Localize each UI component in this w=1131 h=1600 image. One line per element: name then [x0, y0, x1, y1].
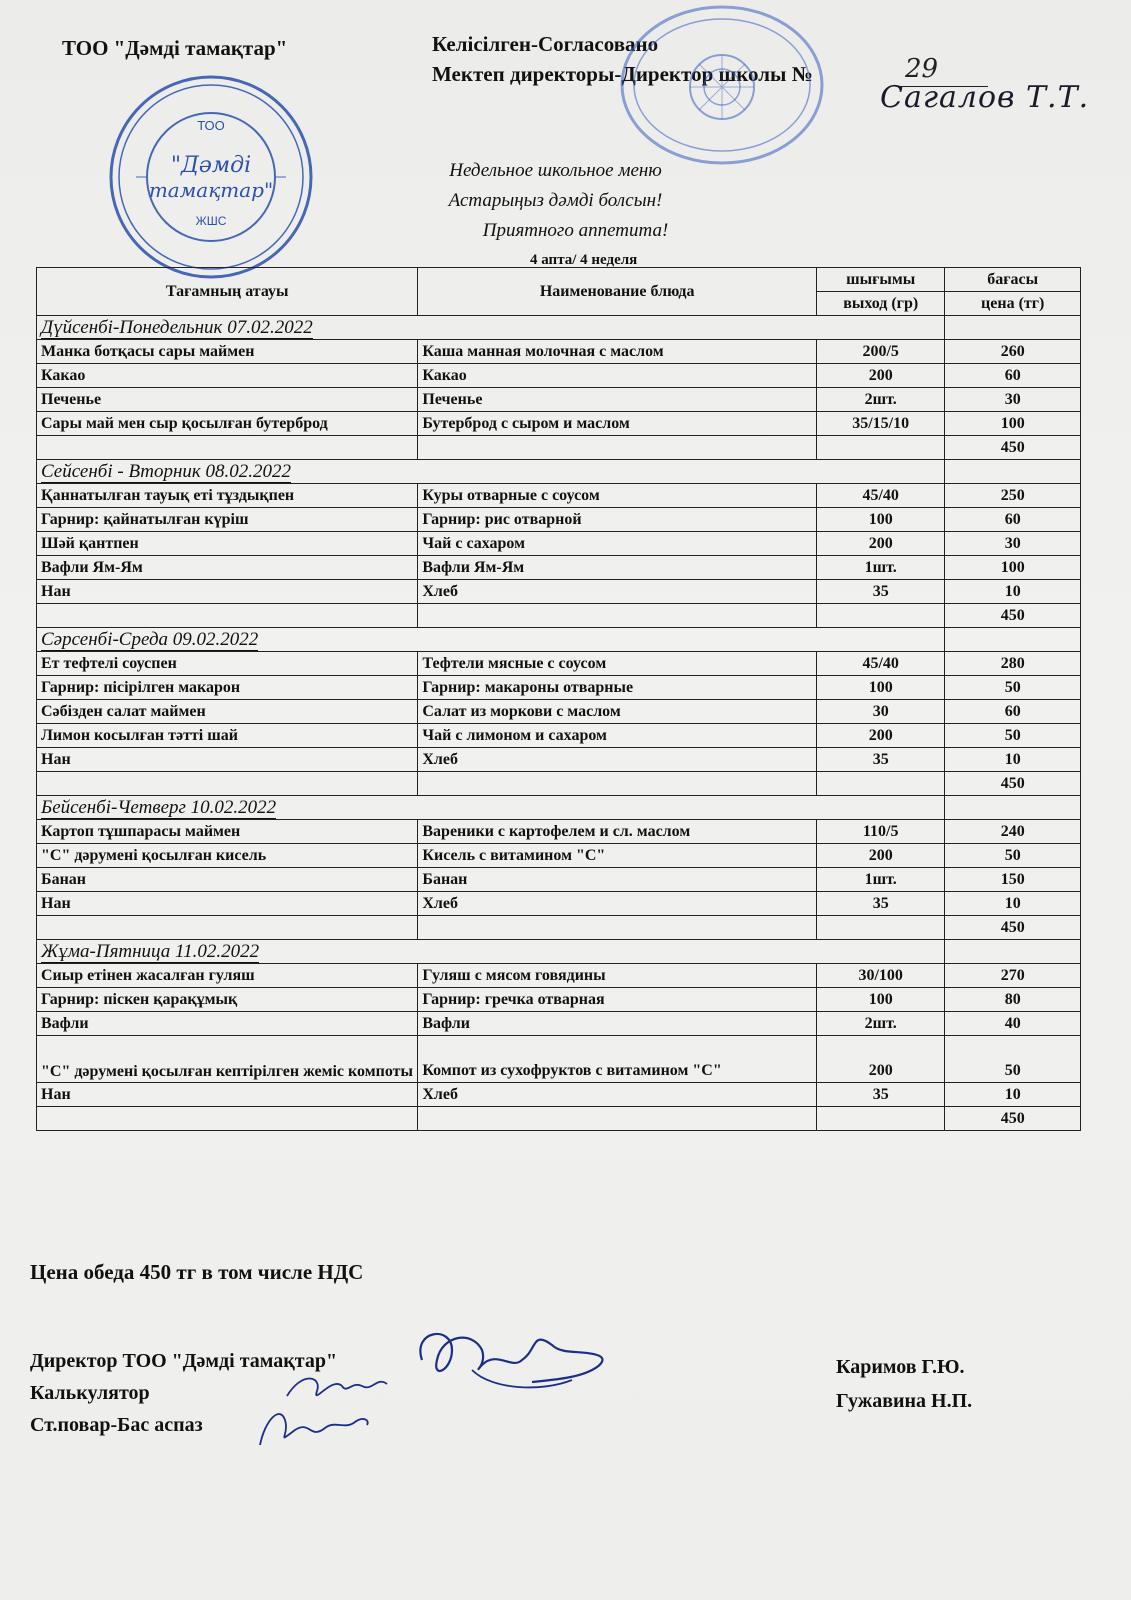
chef-signature-icon	[255, 1400, 375, 1455]
total-row	[37, 604, 1081, 628]
dish-kz: Гарнир: піскен қарақұмық	[37, 988, 418, 1012]
dish-ru: Вафли Ям-Ям	[418, 556, 817, 580]
dish-output: 35	[816, 580, 944, 604]
dish-kz: Гарнир: қайнатылған күріш	[37, 508, 418, 532]
svg-text:"Дәмді: "Дәмді	[170, 153, 252, 178]
total-row	[37, 436, 1081, 460]
dish-price: 80	[945, 988, 1081, 1012]
dish-kz: Печенье	[37, 388, 418, 412]
role-calculator: Калькулятор	[30, 1382, 150, 1404]
dish-price: 10	[945, 1083, 1081, 1107]
dish-ru: Хлеб	[418, 892, 817, 916]
dish-ru: Гуляш с мясом говядины	[418, 964, 817, 988]
dish-output: 30/100	[816, 964, 944, 988]
day-title: Сәрсенбі-Среда 09.02.2022	[41, 629, 259, 650]
dish-kz: Ет тефтелі соуспен	[37, 652, 418, 676]
week-label: 4 апта/ 4 неделя	[530, 252, 638, 268]
table-row	[37, 892, 1081, 916]
dish-output: 200	[816, 844, 944, 868]
price-note: Цена обеда 450 тг в том числе НДС	[30, 1260, 364, 1284]
dish-output: 45/40	[816, 652, 944, 676]
col-header-output-kz: шығымы	[816, 268, 944, 292]
dish-output: 100	[816, 988, 944, 1012]
school-stamp-icon	[615, 5, 830, 175]
dish-price: 10	[945, 892, 1081, 916]
day-title: Бейсенбі-Четверг 10.02.2022	[41, 797, 277, 818]
dish-ru: Хлеб	[418, 1083, 817, 1107]
table-row	[37, 484, 1081, 508]
dish-output: 35/15/10	[816, 412, 944, 436]
dish-ru: Чай с лимоном и сахаром	[418, 724, 817, 748]
table-row	[37, 508, 1081, 532]
day-header-row	[37, 796, 1081, 820]
col-header-price-ru: цена (тг)	[945, 292, 1081, 316]
dish-price: 60	[945, 508, 1081, 532]
table-row	[37, 988, 1081, 1012]
dish-output: 35	[816, 892, 944, 916]
day-header-row	[37, 940, 1081, 964]
dish-output: 100	[816, 508, 944, 532]
menu-greeting-kz: Астарыңыз дәмді болсын!	[448, 190, 663, 211]
dish-ru: Хлеб	[418, 748, 817, 772]
dish-price: 250	[945, 484, 1081, 508]
table-row	[37, 580, 1081, 604]
role-chef: Ст.повар-Бас аспаз	[30, 1414, 203, 1436]
dish-kz: Қаннатылған тауық еті тұздықпен	[37, 484, 418, 508]
menu-table	[36, 267, 1081, 1131]
col-header-output-ru: выход (гр)	[816, 292, 944, 316]
svg-text:ЖШС: ЖШС	[195, 214, 227, 228]
dish-ru: Куры отварные с соусом	[418, 484, 817, 508]
dish-ru: Тефтели мясные с соусом	[418, 652, 817, 676]
dish-price: 60	[945, 700, 1081, 724]
dish-kz: Какао	[37, 364, 418, 388]
dish-ru: Какао	[418, 364, 817, 388]
role-director: Директор ТОО "Дәмді тамақтар"	[30, 1350, 338, 1372]
dish-price: 50	[945, 676, 1081, 700]
dish-output: 100	[816, 676, 944, 700]
total-row	[37, 772, 1081, 796]
col-header-kz: Тағамның атауы	[37, 268, 418, 316]
dish-kz: Вафли	[37, 1012, 418, 1036]
dish-price: 60	[945, 364, 1081, 388]
table-row	[37, 532, 1081, 556]
dish-price: 30	[945, 388, 1081, 412]
total-row	[37, 1107, 1081, 1131]
director-signature-icon	[412, 1320, 622, 1410]
dish-price: 50	[945, 724, 1081, 748]
dish-output: 1шт.	[816, 868, 944, 892]
dish-output: 2шт.	[816, 1012, 944, 1036]
day-total: 450	[945, 436, 1081, 460]
dish-output: 1шт.	[816, 556, 944, 580]
dish-ru: Хлеб	[418, 580, 817, 604]
dish-output: 200	[816, 724, 944, 748]
dish-ru: Гарнир: макароны отварные	[418, 676, 817, 700]
company-name: ТОО "Дәмді тамақтар"	[62, 36, 288, 60]
dish-output: 200	[816, 1036, 944, 1083]
table-row	[37, 964, 1081, 988]
dish-kz: Манка ботқасы сары маймен	[37, 340, 418, 364]
dish-ru: Салат из моркови с маслом	[418, 700, 817, 724]
dish-price: 260	[945, 340, 1081, 364]
dish-ru: Вафли	[418, 1012, 817, 1036]
approval-heading: Келісілген-Согласовано	[432, 32, 659, 56]
dish-output: 30	[816, 700, 944, 724]
dish-kz: Банан	[37, 868, 418, 892]
school-number: 29	[905, 54, 939, 84]
name-director: Каримов Г.Ю.	[836, 1356, 965, 1378]
dish-ru: Кисель с витамином "С"	[418, 844, 817, 868]
dish-ru: Печенье	[418, 388, 817, 412]
col-header-price-kz: бағасы	[945, 268, 1081, 292]
day-title: Дүйсенбі-Понедельник 07.02.2022	[41, 317, 313, 338]
dish-price: 100	[945, 412, 1081, 436]
name-chef: Гужавина Н.П.	[836, 1390, 973, 1412]
dish-output: 35	[816, 748, 944, 772]
total-row	[37, 916, 1081, 940]
table-row	[37, 364, 1081, 388]
dish-output: 35	[816, 1083, 944, 1107]
svg-text:ТОО: ТОО	[197, 118, 225, 133]
table-row	[37, 724, 1081, 748]
day-total: 450	[945, 1107, 1081, 1131]
dish-price: 50	[945, 844, 1081, 868]
dish-kz: "С" дәрумені қосылған кисель	[37, 844, 418, 868]
dish-price: 40	[945, 1012, 1081, 1036]
dish-output: 200/5	[816, 340, 944, 364]
day-total: 450	[945, 604, 1081, 628]
table-row	[37, 700, 1081, 724]
table-row	[37, 1083, 1081, 1107]
dish-kz: Нан	[37, 892, 418, 916]
table-row	[37, 868, 1081, 892]
day-total: 450	[945, 772, 1081, 796]
day-header-row	[37, 460, 1081, 484]
dish-price: 270	[945, 964, 1081, 988]
dish-kz: Нан	[37, 580, 418, 604]
svg-text:тамақтар": тамақтар"	[148, 178, 274, 202]
dish-price: 10	[945, 748, 1081, 772]
dish-ru: Банан	[418, 868, 817, 892]
dish-kz: Лимон косылған тәтті шай	[37, 724, 418, 748]
day-title: Сейсенбі - Вторник 08.02.2022	[41, 461, 292, 482]
table-row	[37, 1012, 1081, 1036]
dish-kz: Нан	[37, 1083, 418, 1107]
dish-kz: "С" дәрумені қосылған кептірілген жеміс компоты	[37, 1036, 418, 1083]
dish-output: 2шт.	[816, 388, 944, 412]
dish-kz: Шәй қантпен	[37, 532, 418, 556]
dish-output: 110/5	[816, 820, 944, 844]
menu-greeting-ru: Приятного аппетита!	[482, 220, 669, 241]
table-row	[37, 748, 1081, 772]
table-row	[37, 388, 1081, 412]
dish-output: 200	[816, 532, 944, 556]
dish-price: 30	[945, 532, 1081, 556]
dish-price: 10	[945, 580, 1081, 604]
dish-price: 280	[945, 652, 1081, 676]
dish-ru: Чай с сахаром	[418, 532, 817, 556]
table-row	[37, 340, 1081, 364]
day-total: 450	[945, 916, 1081, 940]
dish-price: 100	[945, 556, 1081, 580]
dish-kz: Сәбізден салат маймен	[37, 700, 418, 724]
dish-ru: Вареники с картофелем и сл. маслом	[418, 820, 817, 844]
dish-kz: Нан	[37, 748, 418, 772]
dish-kz: Сары май мен сыр қосылған бутерброд	[37, 412, 418, 436]
dish-price: 240	[945, 820, 1081, 844]
dish-kz: Гарнир: пісірілген макарон	[37, 676, 418, 700]
table-row	[37, 556, 1081, 580]
dish-kz: Картоп тұшпарасы маймен	[37, 820, 418, 844]
dish-price: 50	[945, 1036, 1081, 1083]
dish-ru: Бутерброд с сыром и маслом	[418, 412, 817, 436]
dish-kz: Сиыр етінен жасалған гуляш	[37, 964, 418, 988]
menu-title: Недельное школьное меню	[449, 160, 662, 181]
table-row	[37, 676, 1081, 700]
dish-ru: Гарнир: гречка отварная	[418, 988, 817, 1012]
director-line: Мектеп директоры-Директор школы №	[432, 62, 813, 86]
director-handwritten-name: Сагалов Т.Т.	[880, 80, 1090, 115]
day-title: Жұма-Пятница 11.02.2022	[41, 941, 260, 962]
table-row	[37, 820, 1081, 844]
dish-kz: Вафли Ям-Ям	[37, 556, 418, 580]
day-header-row	[37, 628, 1081, 652]
day-header-row	[37, 316, 1081, 340]
dish-ru: Каша манная молочная с маслом	[418, 340, 817, 364]
table-row	[37, 844, 1081, 868]
table-row	[37, 412, 1081, 436]
dish-ru: Компот из сухофруктов с витамином "С"	[418, 1036, 817, 1083]
dish-price: 150	[945, 868, 1081, 892]
col-header-ru: Наименование блюда	[418, 268, 817, 316]
dish-output: 45/40	[816, 484, 944, 508]
dish-ru: Гарнир: рис отварной	[418, 508, 817, 532]
table-row	[37, 652, 1081, 676]
dish-output: 200	[816, 364, 944, 388]
table-row	[37, 1036, 1081, 1083]
